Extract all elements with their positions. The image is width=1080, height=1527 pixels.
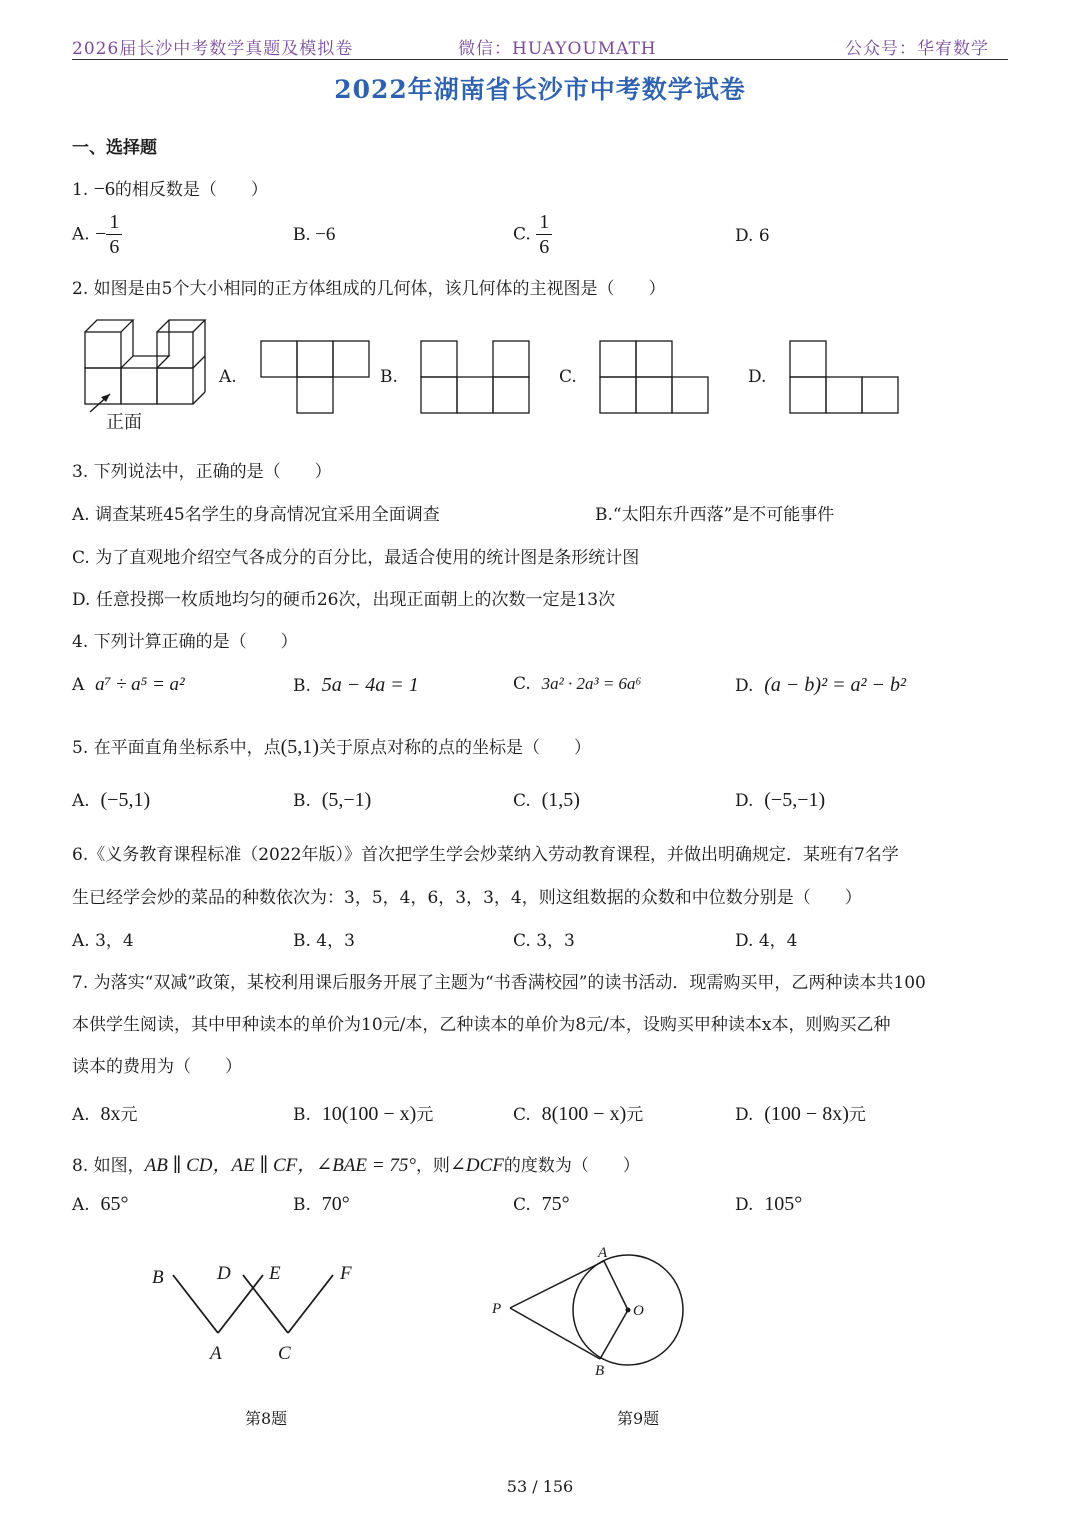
question-8-stem: 8. 如图，AB ∥ CD，AE ∥ CF，∠BAE = 75°，则∠DCF的度数为（ ） (72, 1155, 640, 1176)
q3-option-d: D. 任意投掷一枚质地均匀的硬币26次，出现正面朝上的次数一定是13次 (72, 590, 616, 610)
figure-q9-caption: 第9题 (617, 1409, 660, 1428)
question-7-line-3: 读本的费用为（ ） (72, 1057, 242, 1077)
q3-option-c: C. 为了直观地介绍空气各成分的百分比，最适合使用的统计图是条形统计图 (72, 548, 640, 568)
q5-option-d: D. (−5,−1) (735, 789, 826, 811)
q4-option-a: A a⁷ ÷ a⁵ = a² (72, 674, 185, 695)
q2-option-b-label: B. (380, 367, 398, 387)
figure-q8-caption: 第8题 (245, 1409, 288, 1428)
fig8-label-f: F (340, 1263, 352, 1284)
q4-option-b: B. 5a − 4a = 1 (293, 674, 419, 696)
q5-option-a: A. (−5,1) (72, 789, 151, 811)
q2-option-b-figure (420, 340, 530, 414)
q6-option-b: B. 4，3 (293, 931, 355, 951)
q6-option-a: A. 3，4 (72, 931, 134, 951)
q5-option-b: B. (5,−1) (293, 789, 372, 811)
q6-option-d: D. 4，4 (735, 931, 798, 951)
question-6-line-2: 生已经学会炒的菜品的种数依次为：3，5，4，6，3，3，4，则这组数据的众数和中位数分别是（ ） (72, 888, 862, 908)
q2-option-d-label: D. (748, 367, 767, 387)
question-4-stem: 4. 下列计算正确的是（ ） (72, 632, 298, 652)
fig9-label-a: A (598, 1245, 608, 1261)
q2-solid-figure (80, 318, 220, 438)
fig8-label-b: B (152, 1267, 164, 1288)
q5-option-c: C. (1,5) (513, 789, 580, 811)
front-view-label: 正面 (106, 412, 142, 433)
q4-option-c: C. 3a² · 2a³ = 6a⁶ (513, 674, 642, 694)
q2-option-d-figure (789, 340, 899, 414)
q3-option-b: B.“太阳东升西落”是不可能事件 (595, 505, 835, 525)
figure-q9-tangent-circle (485, 1240, 695, 1380)
fig8-label-c: C (278, 1343, 291, 1364)
q1-option-c: C. $\frac{1}{6}$ (513, 210, 552, 259)
q8-option-c: C. 75° (513, 1193, 570, 1215)
page-number: 53 / 156 (506, 1477, 574, 1496)
fig8-label-d: D (217, 1263, 231, 1284)
q1-option-b: B. −6 (293, 224, 336, 245)
fig9-label-b: B (595, 1363, 605, 1379)
q1-option-d: D. 6 (735, 226, 770, 246)
question-5-stem: 5. 在平面直角坐标系中，点(5,1)关于原点对称的点的坐标是（ ） (72, 736, 591, 758)
header-center: 微信：HUAYOUMATH (458, 39, 657, 59)
q3-option-a: A. 调查某班45名学生的身高情况宜采用全面调查 (72, 505, 440, 525)
q2-option-a-label: A. (219, 367, 237, 387)
q2-option-c-label: C. (559, 367, 577, 387)
q1-option-a: A. − $\frac{1}{6}$ (72, 210, 122, 259)
q7-option-c: C. 8(100 − x)元 (513, 1103, 644, 1125)
q6-option-c: C. 3，3 (513, 931, 575, 951)
question-6-line-1: 6.《义务教育课程标准（2022年版）》首次把学生学会炒菜纳入劳动教育课程，并做出明确规定．某班有7名学 (72, 845, 899, 865)
question-7-line-2: 本供学生阅读，其中甲种读本的单价为10元/本，乙种读本的单价为8元/本，设购买甲种读本x本，则购买乙种 (72, 1015, 891, 1035)
header-divider (72, 59, 1008, 60)
figure-q8-parallel-lines (140, 1255, 380, 1375)
fig8-label-e: E (269, 1263, 281, 1284)
q7-option-b: B. 10(100 − x)元 (293, 1103, 434, 1125)
q7-option-d: D. (100 − 8x)元 (735, 1103, 866, 1125)
header-left: 2026届长沙中考数学真题及模拟卷 (72, 39, 354, 59)
question-7-line-1: 7. 为落实“双减”政策，某校利用课后服务开展了主题为“书香满校园”的读书活动．现需购买甲，乙两种读本共100 (72, 973, 926, 993)
question-3-stem: 3. 下列说法中，正确的是（ ） (72, 462, 332, 482)
question-2-stem: 2. 如图是由5个大小相同的正方体组成的几何体，该几何体的主视图是（ ） (72, 279, 666, 299)
fig9-label-p: P (492, 1301, 502, 1317)
q8-option-d: D. 105° (735, 1193, 803, 1215)
section-heading: 一、选择题 (72, 138, 157, 158)
q2-option-a-figure (260, 340, 370, 414)
page-title: 2022年湖南省长沙市中考数学试卷 (334, 75, 746, 104)
q8-option-a: A. 65° (72, 1193, 129, 1215)
fig9-label-o: O (633, 1303, 644, 1319)
header-right: 公众号：华宥数学 (845, 39, 989, 59)
fig8-label-a: A (210, 1343, 222, 1364)
q2-option-c-figure (599, 340, 709, 414)
q4-option-d: D. (a − b)² = a² − b² (735, 674, 907, 696)
q8-option-b: B. 70° (293, 1193, 350, 1215)
q7-option-a: A. 8x元 (72, 1103, 138, 1125)
question-1-stem: 1. −6的相反数是（ ） (72, 178, 268, 200)
